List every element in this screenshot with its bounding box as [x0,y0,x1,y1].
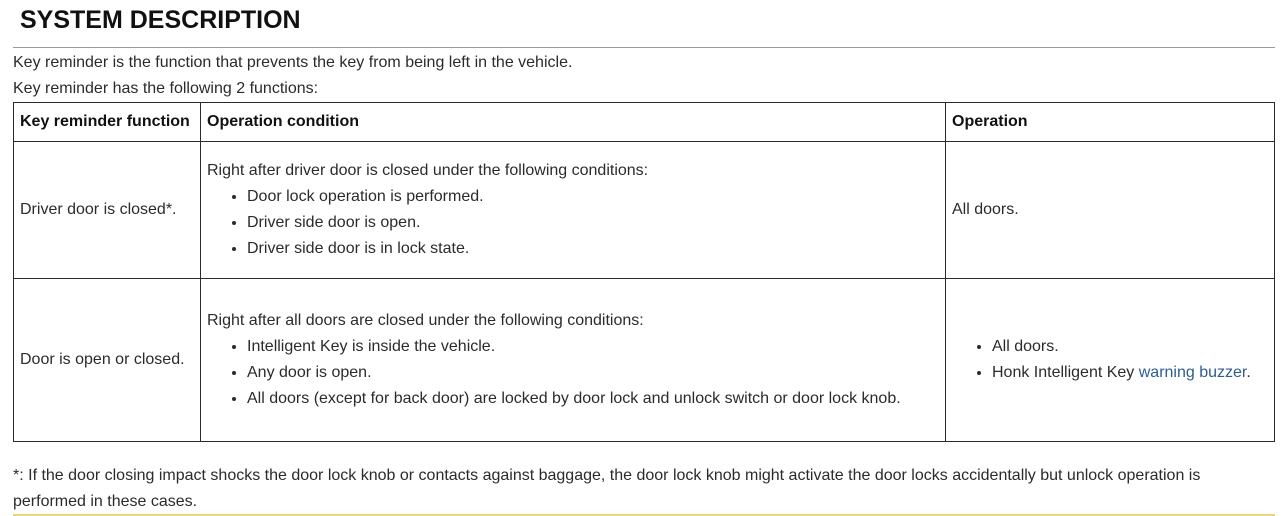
condition-cell [201,279,946,442]
title-divider [13,47,1275,48]
table-row [14,279,1275,442]
operation-text-end: . [1246,364,1251,381]
header-operation: Operation [946,103,1275,142]
list-item: • Driver side door is in lock state. [247,236,939,262]
table-header-row [14,103,1275,142]
page-title: SYSTEM DESCRIPTION [20,6,301,34]
condition-list [207,334,939,412]
list-item: • All doors (except for back door) are locked by door lock and unlock switch or door lock knob. [247,386,939,412]
list-item: • Door lock operation is performed. [247,184,939,210]
key-reminder-table [13,102,1275,442]
list-item: • Driver side door is open. [247,210,939,236]
table-row [14,142,1275,279]
operation-text: Honk Intelligent Key [992,364,1139,381]
warning-buzzer-link[interactable]: warning buzzer [1138,364,1247,381]
operation-cell: All doors. [946,142,1275,279]
operation-cell [946,279,1275,442]
intro-line-2: Key reminder has the following 2 functions: [13,80,319,97]
condition-cell [201,142,946,279]
list-item: • Any door is open. [247,360,939,386]
condition-intro: Right after all doors are closed under the following conditions: [207,312,644,329]
header-function: Key reminder function [14,103,201,142]
footnote: *: If the door closing impact shocks the door lock knob or contacts against baggage, the door lock knob might activate the door locks accidentally but unlock operation is performed in these cases. [13,467,1201,510]
list-item: • All doors. [992,334,1268,360]
list-item [992,360,1268,386]
operation-list [952,334,1268,386]
condition-list [207,184,939,262]
list-item: • Intelligent Key is inside the vehicle. [247,334,939,360]
header-condition: Operation condition [201,103,946,142]
intro-line-1: Key reminder is the function that prevents the key from being left in the vehicle. [13,54,573,71]
function-cell: Door is open or closed. [14,279,201,442]
function-cell: Driver door is closed*. [14,142,201,279]
condition-intro: Right after driver door is closed under the following conditions: [207,162,649,179]
